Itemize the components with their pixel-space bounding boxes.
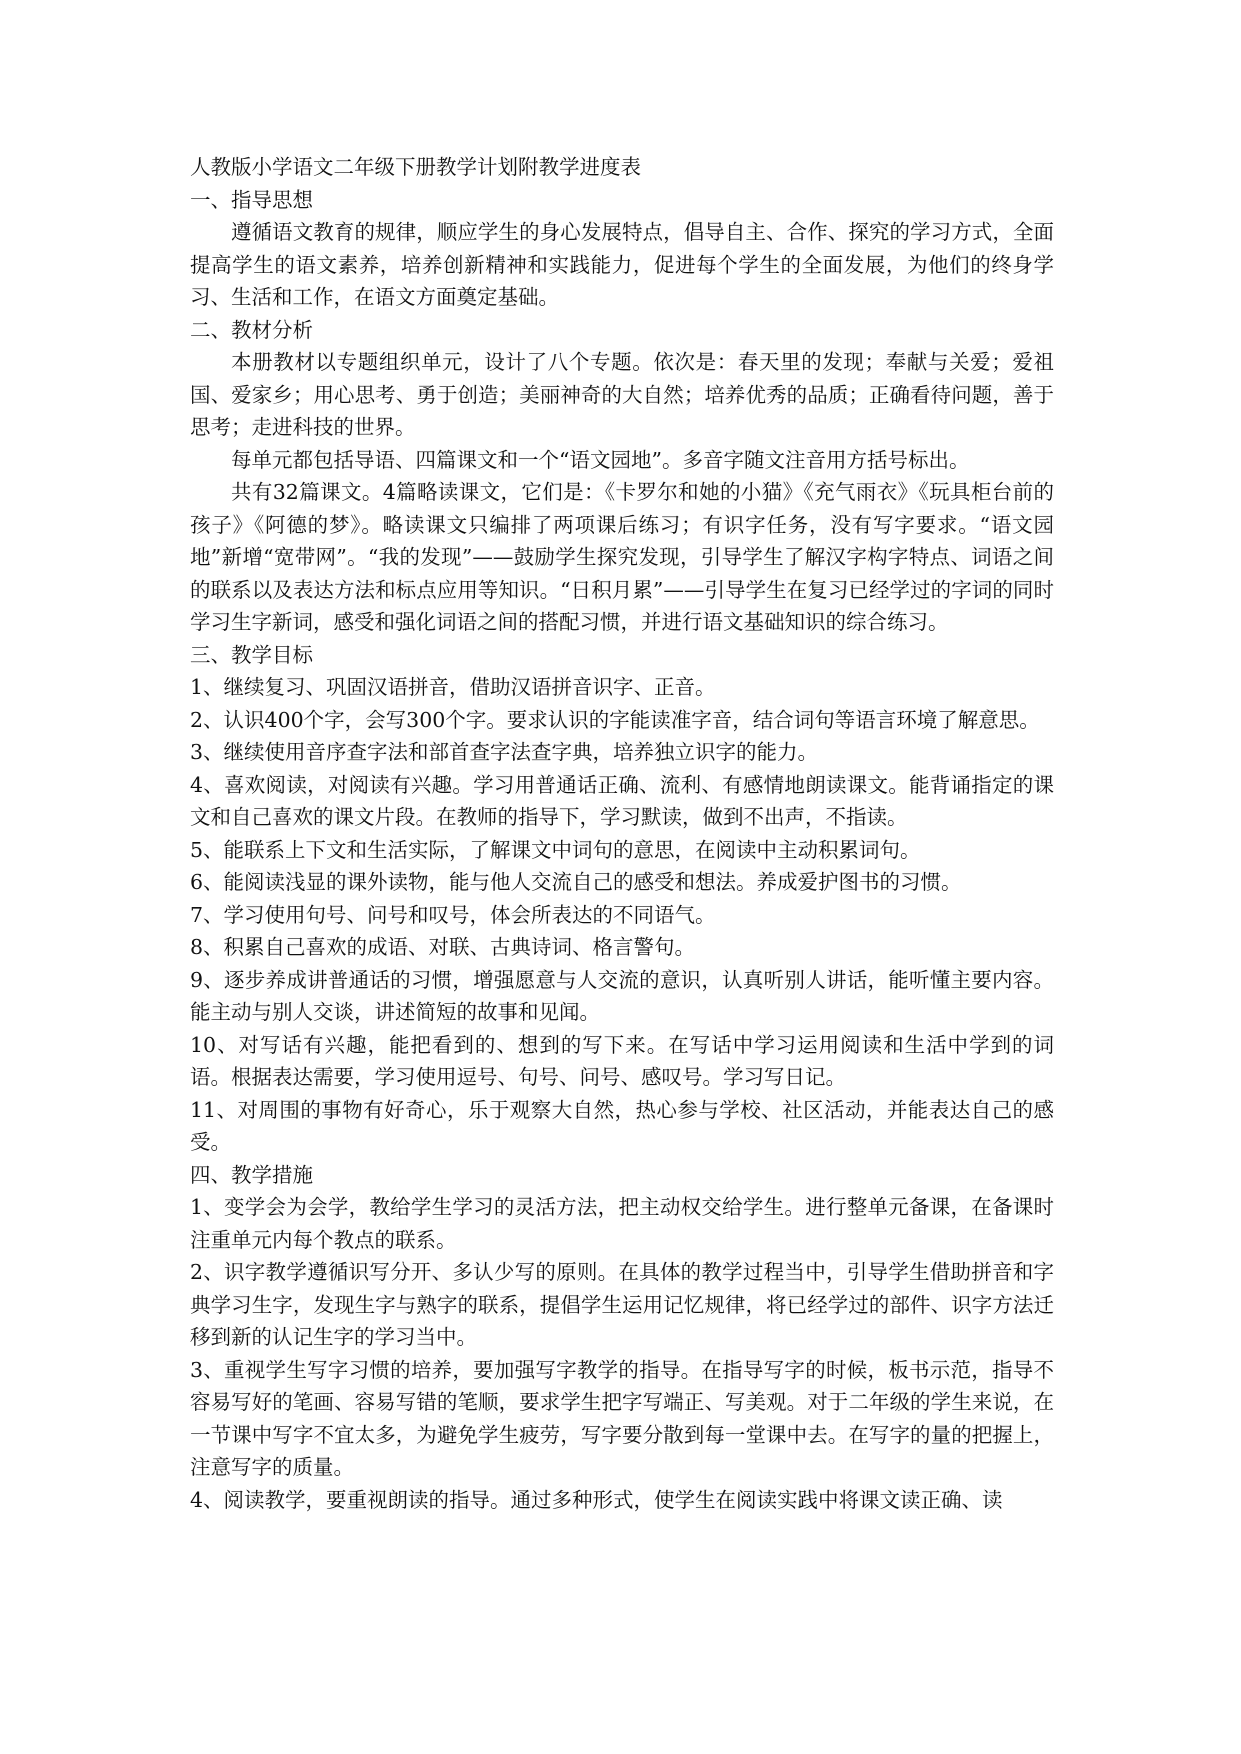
- paragraph-textbook-analysis-2: 每单元都包括导语、四篇课文和一个“语文园地”。多音字随文注音用方括号标出。: [231, 447, 970, 472]
- goal-item-8: 8、积累自己喜欢的成语、对联、古典诗词、格言警句。: [190, 935, 696, 959]
- goal-item-9: 9、逐步养成讲普通话的习惯，增强愿意与人交流的意识，认真听别人讲话，能听懂主要内容。能主动与别人交谈，讲述简短的故事和见闻。: [190, 967, 1054, 1024]
- measure-item-1: 1、变学会为会学，教给学生学习的灵活方法，把主动权交给学生。进行整单元备课，在备课时注重单元内每个教点的联系。: [190, 1195, 1054, 1252]
- document-title: 人教版小学语文二年级下册教学计划附教学进度表: [190, 155, 641, 179]
- measure-item-2: 2、识字教学遵循识写分开、多认少写的原则。在具体的教学过程当中，引导学生借助拼音和字典学习生字，发现生字与熟字的联系，提倡学生运用记忆规律，将已经学过的部件、识字方法迁移到新的认记生字的学习当中。: [190, 1260, 1054, 1349]
- goal-item-3: 3、继续使用音序查字法和部首查字法查字典，培养独立识字的能力。: [190, 740, 819, 764]
- document-page: [190, 151, 1054, 1516]
- goal-item-4: 4、喜欢阅读，对阅读有兴趣。学习用普通话正确、流利、有感情地朗读课文。能背诵指定的课文和自己喜欢的课文片段。在教师的指导下，学习默读，做到不出声，不指读。: [190, 772, 1054, 829]
- measure-item-3: 3、重视学生写字习惯的培养，要加强写字教学的指导。在指导写字的时候，板书示范，指导不容易写好的笔画、容易写错的笔顺，要求学生把字写端正、写美观。对于二年级的学生来说，在一节课中写字不宜太多，为避免学生疲劳，写字要分散到每一堂课中去。在写字的量的把握上，注意写字的质量。: [190, 1357, 1054, 1479]
- section-heading-teaching-measures: 四、教学措施: [190, 1162, 313, 1187]
- section-heading-teaching-goals: 三、教学目标: [190, 642, 313, 667]
- goal-item-6: 6、能阅读浅显的课外读物，能与他人交流自己的感受和想法。养成爱护图书的习惯。: [190, 870, 962, 894]
- paragraph-textbook-analysis-3: 共有32篇课文。4篇略读课文，它们是：《卡罗尔和她的小猫》《充气雨衣》《玩具柜台前的孩子》《阿德的梦》。略读课文只编排了两项课后练习；有识字任务，没有写字要求。“语文园地”新增“宽带网”。“我的发现”——鼓励学生探究发现，引导学生了解汉字构字特点、词语之间的联系以及表达方法和标点应用等知识。“日积月累”——引导学生在复习已经学过的字词的同时学习生字新词，感受和强化词语之间的搭配习惯，并进行语文基础知识的综合练习。: [190, 480, 1054, 634]
- section-heading-textbook-analysis: 二、教材分析: [190, 317, 313, 342]
- goal-item-11: 11、对周围的事物有好奇心，乐于观察大自然，热心参与学校、社区活动，并能表达自己的感受。: [190, 1097, 1054, 1154]
- section-heading-guiding-ideology: 一、指导思想: [190, 187, 313, 212]
- paragraph-guiding-ideology: 遵循语文教育的规律，顺应学生的身心发展特点，倡导自主、合作、探究的学习方式，全面提高学生的语文素养，培养创新精神和实践能力，促进每个学生的全面发展，为他们的终身学习、生活和工作，在语文方面奠定基础。: [190, 220, 1054, 309]
- goal-item-7: 7、学习使用句号、问号和叹号，体会所表达的不同语气。: [190, 902, 716, 927]
- goal-item-5: 5、能联系上下文和生活实际，了解课文中词句的意思，在阅读中主动积累词句。: [190, 837, 921, 862]
- goal-item-2: 2、认识400个字，会写300个字。要求认识的字能读准字音，结合词句等语言环境了解意思。: [190, 707, 1040, 732]
- measure-item-4: 4、阅读教学，要重视朗读的指导。通过多种形式，使学生在阅读实践中将课文读正确、读: [190, 1487, 1003, 1512]
- goal-item-10: 10、对写话有兴趣，能把看到的、想到的写下来。在写话中学习运用阅读和生活中学到的词语。根据表达需要，学习使用逗号、句号、问号、感叹号。学习写日记。: [190, 1032, 1054, 1089]
- paragraph-textbook-analysis-1: 本册教材以专题组织单元，设计了八个专题。依次是：春天里的发现；奉献与关爱；爱祖国、爱家乡；用心思考、勇于创造；美丽神奇的大自然；培养优秀的品质；正确看待问题，善于思考；走进科技的世界。: [190, 350, 1054, 439]
- goal-item-1: 1、继续复习、巩固汉语拼音，借助汉语拼音识字、正音。: [190, 675, 716, 699]
